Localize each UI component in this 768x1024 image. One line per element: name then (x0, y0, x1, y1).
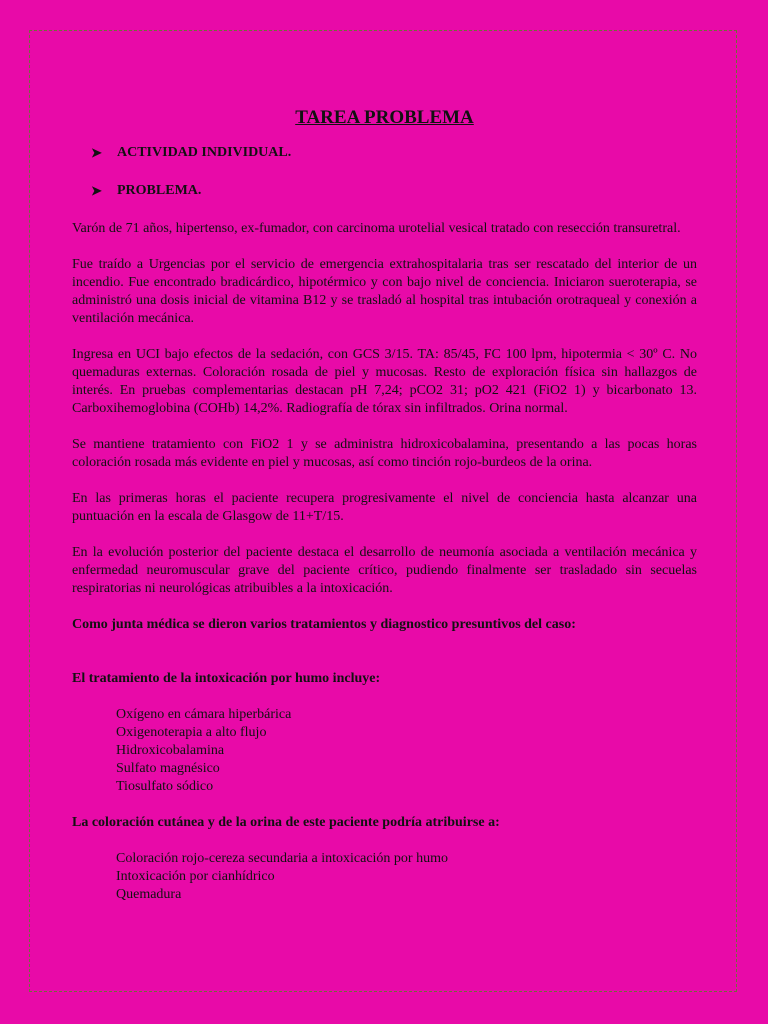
list-item: Sulfato magnésico (116, 761, 220, 776)
bullet-actividad-individual (91, 144, 697, 162)
bullet-label: PROBLEMA. (117, 183, 202, 198)
list-item: Coloración rojo-cereza secundaria a intoxicación por humo (116, 851, 448, 866)
arrowhead-right-icon: ➤ (91, 183, 102, 198)
paragraph-evolution: En la evolución posterior del paciente destaca el desarrollo de neumonía asociada a ventilación mecánica y enfermedad neuromuscular grave del paciente crítico, pudiendo finalmente ser trasladado sin secuelas respiratorias ni neurológicas atribuibles a la intoxicación. (72, 545, 697, 596)
paragraph-patient-history: Varón de 71 años, hipertenso, ex-fumador, con carcinoma urotelial vesical tratado con resección transuretral. (72, 221, 681, 236)
document-title: TAREA PROBLEMA (295, 107, 474, 128)
question1-heading: El tratamiento de la intoxicación por humo incluye: (72, 671, 381, 686)
question2-heading: La coloración cutánea y de la orina de este paciente podría atribuirse a: (72, 815, 500, 830)
question2-options (116, 850, 697, 904)
list-item: Quemadura (116, 887, 182, 902)
paragraph-treatment: Se mantiene tratamiento con FiO2 1 y se administra hidroxicobalamina, presentando a las pocas horas coloración rosada más evidente en piel y mucosas, así como tinción rojo-burdeos de la orina. (72, 437, 697, 470)
list-item: Tiosulfato sódico (116, 779, 214, 794)
paragraph-recovery: En las primeras horas el paciente recupera progresivamente el nivel de conciencia hasta alcanzar una puntuación en la escala de Glasgow de 11+T/15. (72, 491, 697, 524)
bullet-problema (91, 182, 697, 200)
paragraph-icu-admission: Ingresa en UCI bajo efectos de la sedación, con GCS 3/15. TA: 85/45, FC 100 lpm, hipotermia < 30º C. No quemaduras externas. Coloración rosada de piel y mucosas. Resto de exploración física sin hallazgos de interés. En pruebas complementarias destacan pH 7,24; pCO2 31; pO2 421 (FiO2 1) y bicarbonato 13. Carboxihemoglobina (COHb) 14,2%. Radiografía de tórax sin infiltrados. Orina normal. (72, 347, 697, 416)
list-item: Oxígeno en cámara hiperbárica (116, 707, 292, 722)
bullet-label: ACTIVIDAD INDIVIDUAL. (117, 145, 292, 160)
paragraph-emergency-arrival: Fue traído a Urgencias por el servicio de emergencia extrahospitalaria tras ser rescatado del interior de un incendio. Fue encontrado bradicárdico, hipotérmico y con bajo nivel de conciencia. Iniciaron sueroterapia, se administró una dosis inicial de vitamina B12 y se trasladó al hospital tras intubación orotraqueal y conexión a ventilación mecánica. (72, 257, 697, 326)
junta-heading: Como junta médica se dieron varios tratamientos y diagnostico presuntivos del caso: (72, 617, 576, 632)
document-body (72, 106, 697, 922)
list-item: Hidroxicobalamina (116, 743, 225, 758)
list-item: Oxigenoterapia a alto flujo (116, 725, 267, 740)
question1-options (116, 706, 697, 796)
list-item: Intoxicación por cianhídrico (116, 869, 275, 884)
arrowhead-right-icon: ➤ (91, 145, 102, 160)
